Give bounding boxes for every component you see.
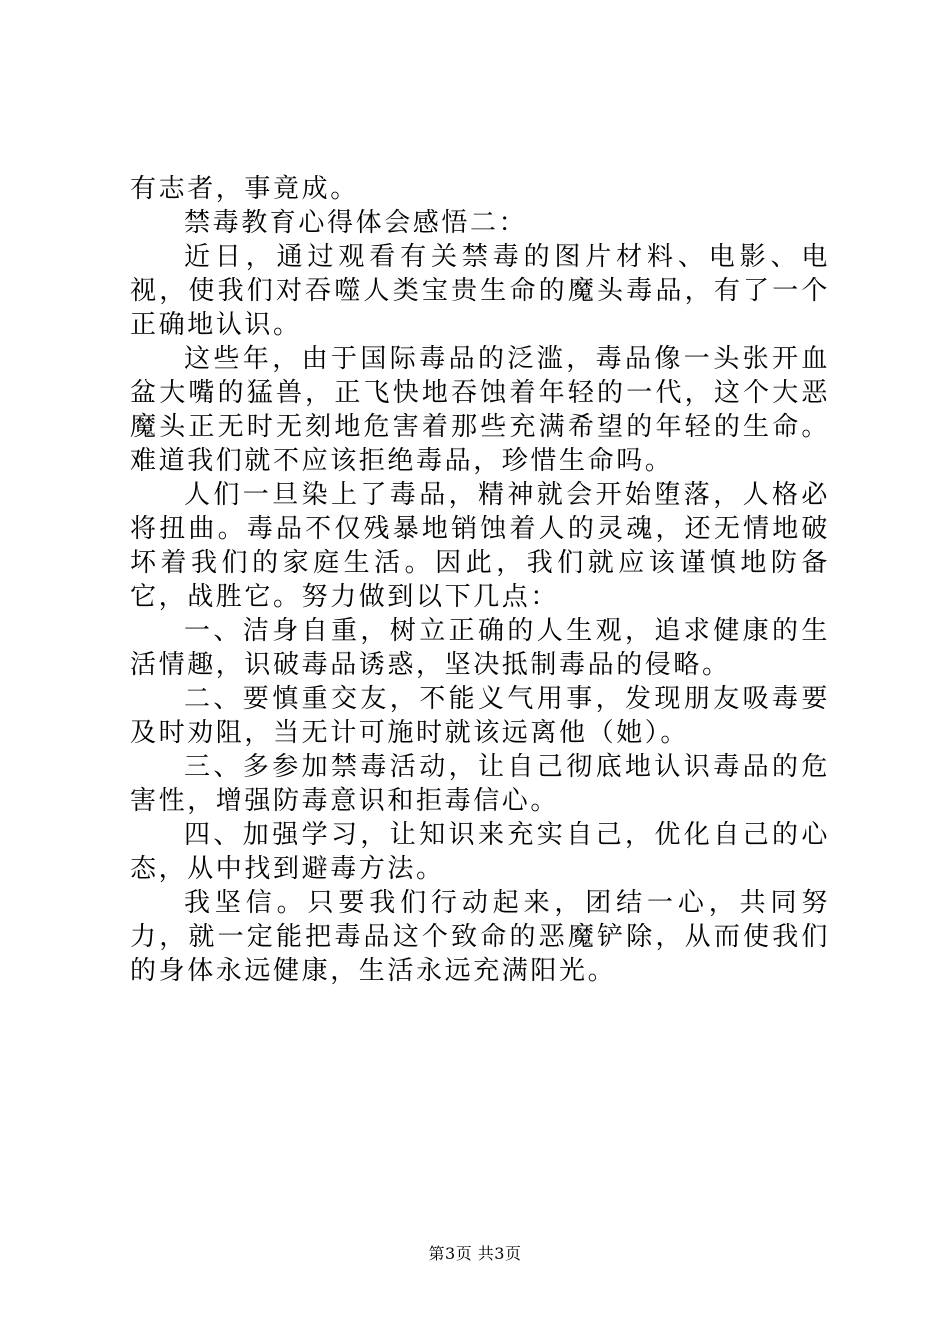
page-number-footer: 第3页 共3页 — [428, 1244, 522, 1263]
list-item-point-2: 二、要慎重交友，不能义气用事，发现朋友吸毒要及时劝阻，当无计可施时就该远离他（她）。 — [130, 684, 830, 748]
list-item-point-1: 一、洁身自重，树立正确的人生观，追求健康的生活情趣，识破毒品诱惑，坚决抵制毒品的侵略。 — [130, 616, 830, 680]
paragraph-closing-proverb: 有志者，事竟成。 — [130, 174, 359, 204]
paragraph-drug-spread: 这些年，由于国际毒品的泛滥，毒品像一头张开血盆大嘴的猛兽，正飞快地吞蚀着年轻的一代，这个大恶魔头正无时无刻地危害着那些充满希望的年轻的生命。难道我们就不应该拒绝毒品，珍惜生命吗。 — [130, 344, 830, 476]
list-item-point-4: 四、加强学习，让知识来充实自己，优化自己的心态，从中找到避毒方法。 — [130, 820, 830, 884]
section-heading: 禁毒教育心得体会感悟二： — [184, 208, 528, 238]
list-item-point-3: 三、多参加禁毒活动，让自己彻底地认识毒品的危害性，增强防毒意识和拒毒信心。 — [130, 752, 830, 816]
paragraph-conclusion: 我坚信。只要我们行动起来，团结一心，共同努力，就一定能把毒品这个致命的恶魔铲除，从而使我们的身体永远健康，生活永远充满阳光。 — [130, 888, 830, 986]
document-body — [130, 172, 830, 988]
paragraph-intro: 近日，通过观看有关禁毒的图片材料、电影、电视，使我们对吞噬人类宝贵生命的魔头毒品，有了一个正确地认识。 — [130, 242, 830, 340]
paragraph-drug-harm: 人们一旦染上了毒品，精神就会开始堕落，人格必将扭曲。毒品不仅残暴地销蚀着人的灵魂，还无情地破坏着我们的家庭生活。因此，我们就应该谨慎地防备它，战胜它。努力做到以下几点： — [130, 480, 830, 612]
